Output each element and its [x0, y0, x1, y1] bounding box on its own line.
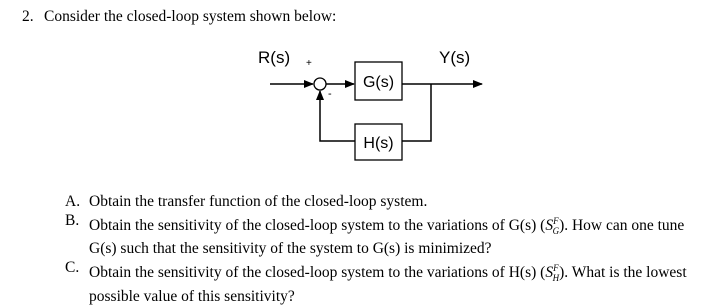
forward-block-label: G(s)	[362, 74, 395, 91]
part-letter: A.	[65, 193, 81, 210]
question-text: Consider the closed-loop system shown below:	[44, 8, 337, 25]
parts-list	[65, 193, 695, 306]
part-text: Obtain the transfer function of the closed-loop system.	[89, 193, 428, 210]
sensitivity-symbol-g	[545, 217, 559, 234]
symbol-superscript: F	[553, 262, 559, 273]
part-text-after: ). What is the lowest possible value of this sensitivity?	[89, 263, 687, 305]
part-letter: B.	[65, 211, 80, 229]
part-text-after: ). How can one tune G(s) such that the sensitivity of the system to G(s) is minimized?	[89, 216, 685, 258]
feedback-path-in	[320, 91, 355, 141]
symbol-subscript: H	[552, 273, 560, 283]
symbol-base: S	[545, 216, 554, 234]
symbol-subscript: G	[552, 225, 560, 236]
summing-junction	[314, 78, 326, 90]
symbol-superscript: F	[553, 215, 559, 226]
plus-sign: +	[306, 58, 312, 69]
input-label: R(s)	[258, 48, 291, 67]
question-number: 2.	[22, 8, 34, 25]
symbol-base: S	[545, 263, 554, 281]
feedback-block-label: H(s)	[363, 135, 394, 152]
part-text-before: Obtain the sensitivity of the closed-loop system to the variations of H(s) (	[89, 263, 546, 281]
sensitivity-symbol-h	[545, 264, 559, 281]
feedback-path-out	[402, 84, 431, 141]
part-b	[65, 212, 695, 259]
part-a	[65, 193, 695, 212]
output-label: Y(s)	[439, 48, 471, 67]
minus-sign: -	[328, 88, 332, 100]
part-text-before: Obtain the sensitivity of the closed-loop system to the variations of G(s) (	[89, 216, 546, 234]
part-letter: C.	[65, 258, 80, 276]
